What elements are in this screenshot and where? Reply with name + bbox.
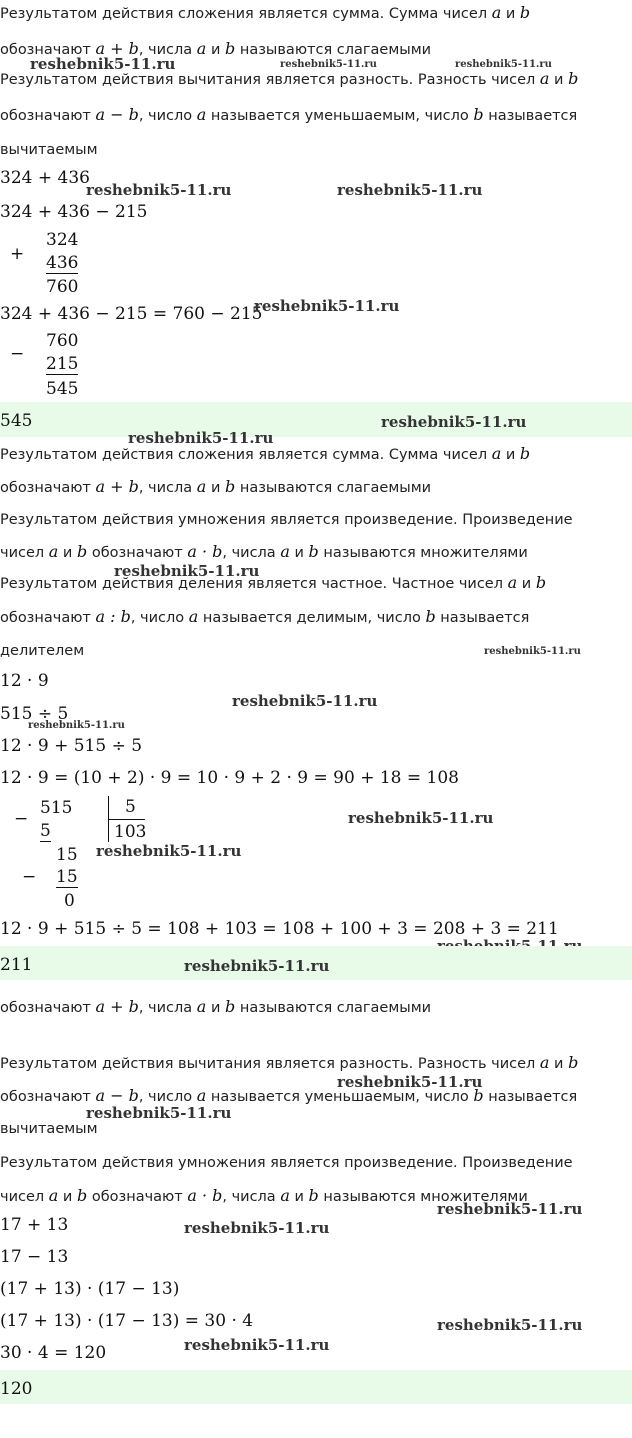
- column-op: +: [10, 244, 25, 264]
- definition-subtraction-cont: обозначают a − b, число a называется уменьшаемым, число b называется: [0, 105, 578, 124]
- watermark: reshebnik5-11.ru: [184, 1219, 330, 1237]
- column-value: 760: [46, 331, 79, 351]
- definition-subtraction: Результатом действия вычитания является разность. Разность чисел a и b: [0, 69, 579, 88]
- answer-box: [0, 402, 632, 437]
- definition-division-cont: обозначают a : b, число a называется делимым, число b называется: [0, 607, 530, 626]
- watermark: reshebnik5-11.ru: [280, 59, 377, 70]
- expression: 17 + 13: [0, 1215, 69, 1235]
- expression: 17 − 13: [0, 1247, 69, 1267]
- watermark: reshebnik5-11.ru: [86, 181, 232, 199]
- column-result: 545: [46, 379, 79, 399]
- expression: 12 · 9: [0, 671, 49, 691]
- answer-value: 120: [0, 1379, 33, 1399]
- division-remainder: 0: [64, 891, 75, 911]
- watermark: reshebnik5-11.ru: [337, 1073, 483, 1091]
- expression: (17 + 13) · (17 − 13): [0, 1279, 180, 1299]
- definition-addition: Результатом действия сложения является сумма. Сумма чисел a и b: [0, 444, 531, 463]
- watermark: reshebnik5-11.ru: [348, 809, 494, 827]
- watermark: reshebnik5-11.ru: [96, 842, 242, 860]
- expression: 324 + 436 − 215: [0, 202, 148, 222]
- column-op: −: [10, 344, 25, 364]
- definition-subtraction: Результатом действия вычитания является разность. Разность чисел a и b: [0, 1053, 579, 1072]
- definition-subtraction-end: вычитаемым: [0, 1121, 98, 1137]
- expression: 30 · 4 = 120: [0, 1343, 107, 1363]
- watermark: reshebnik5-11.ru: [232, 692, 378, 710]
- division-quotient: 103: [114, 822, 147, 842]
- watermark: reshebnik5-11.ru: [437, 1200, 583, 1218]
- watermark: reshebnik5-11.ru: [455, 59, 552, 70]
- definition-subtraction-end: вычитаемым: [0, 142, 98, 158]
- watermark: reshebnik5-11.ru: [184, 1336, 330, 1354]
- column-value: 215: [46, 354, 79, 374]
- watermark: reshebnik5-11.ru: [128, 429, 274, 447]
- definition-addition: Результатом действия сложения является сумма. Сумма чисел a и b: [0, 3, 531, 22]
- definition-addition-cont: обозначают a + b, числа a и b называются слагаемыми: [0, 477, 432, 496]
- watermark: reshebnik5-11.ru: [437, 1316, 583, 1334]
- expression: 324 + 436 − 215 = 760 − 215: [0, 304, 263, 324]
- expression: 515 ÷ 5: [0, 704, 69, 724]
- answer-value: 545: [0, 411, 33, 431]
- watermark: reshebnik5-11.ru: [114, 562, 260, 580]
- division-divisor: 5: [125, 797, 136, 817]
- expression: 324 + 436: [0, 168, 90, 188]
- division-dividend: 515: [40, 798, 73, 818]
- definition-multiplication: Результатом действия умножения является произведение. Произведение: [0, 1155, 573, 1171]
- definition-addition-cont: обозначают a + b, числа a и b называются слагаемыми: [0, 39, 432, 58]
- expression: (17 + 13) · (17 − 13) = 30 · 4: [0, 1311, 254, 1331]
- answer-box: [0, 1370, 632, 1404]
- watermark: reshebnik5-11.ru: [30, 55, 176, 73]
- division-op: −: [22, 867, 37, 887]
- division-op: −: [14, 809, 29, 829]
- division-remainder: 15: [56, 845, 78, 865]
- division-subtrahend: 15: [56, 867, 78, 887]
- expression: 12 · 9 + 515 ÷ 5 = 108 + 103 = 108 + 100 + 3 = 208 + 3 = 211: [0, 919, 559, 939]
- definition-multiplication-cont: чисел a и b обозначают a · b, числа a и b называются множителями: [0, 1186, 528, 1205]
- watermark: reshebnik5-11.ru: [381, 413, 527, 431]
- column-result: 760: [46, 277, 79, 297]
- column-value: 436: [46, 253, 79, 273]
- watermark: reshebnik5-11.ru: [484, 646, 581, 657]
- division-subtrahend: 5: [40, 821, 51, 841]
- watermark: reshebnik5-11.ru: [254, 297, 400, 315]
- expression: 12 · 9 = (10 + 2) · 9 = 10 · 9 + 2 · 9 = 90 + 18 = 108: [0, 768, 459, 788]
- answer-value: 211: [0, 955, 33, 975]
- definition-division: Результатом действия деления является частное. Частное чисел a и b: [0, 573, 547, 592]
- definition-subtraction-cont: обозначают a − b, число a называется уменьшаемым, число b называется: [0, 1086, 578, 1105]
- definition-addition-cont: обозначают a + b, числа a и b называются слагаемыми: [0, 997, 432, 1016]
- watermark: reshebnik5-11.ru: [337, 181, 483, 199]
- definition-division-end: делителем: [0, 643, 85, 659]
- watermark: reshebnik5-11.ru: [28, 720, 125, 731]
- watermark: reshebnik5-11.ru: [184, 957, 330, 975]
- watermark: reshebnik5-11.ru: [86, 1104, 232, 1122]
- column-value: 324: [46, 230, 79, 250]
- answer-box: [0, 946, 632, 980]
- definition-multiplication-cont: чисел a и b обозначают a · b, числа a и b называются множителями: [0, 542, 528, 561]
- definition-multiplication: Результатом действия умножения является произведение. Произведение: [0, 512, 573, 528]
- expression: 12 · 9 + 515 ÷ 5: [0, 736, 143, 756]
